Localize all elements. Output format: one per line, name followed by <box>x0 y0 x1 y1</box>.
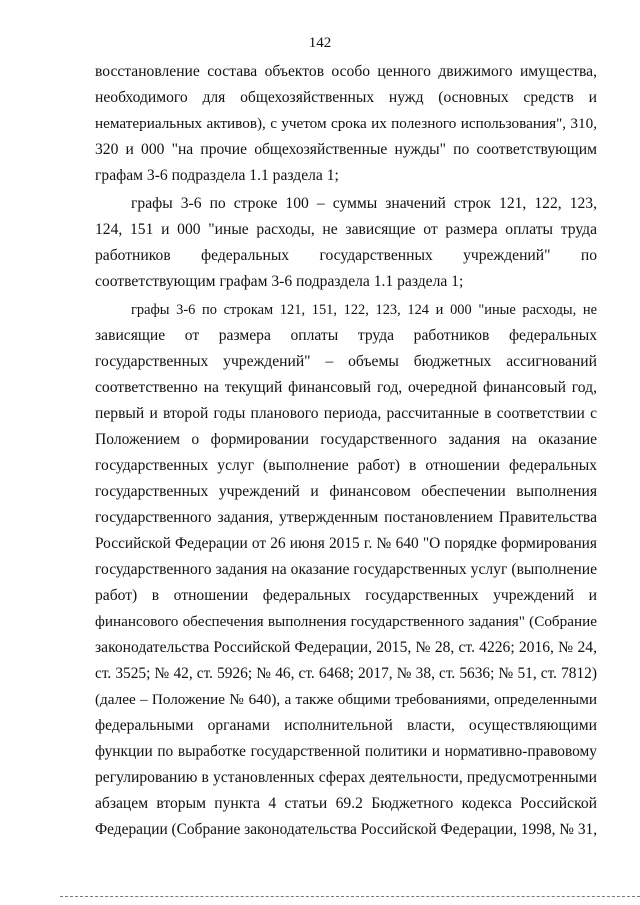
text-line: Положением о формировании государственного задания на оказание <box>95 431 597 448</box>
text-line: государственных услуг (выполнение работ) в отношении федеральных <box>95 457 597 474</box>
text-line: Федерации (Собрание законодательства Российской Федерации, 1998, № 31, <box>95 821 598 838</box>
text-line: 320 и 000 "на прочие общехозяйственные нужды" по соответствующим <box>95 141 597 158</box>
text-line: государственного задания, утвержденным постановлением Правительства <box>95 509 597 526</box>
text-line: соответствующим графам 3-6 подраздела 1.1 раздела 1; <box>95 273 464 290</box>
text-line: восстановление состава объектов особо ценного движимого имущества, <box>95 63 597 80</box>
text-line: регулированию в установленных сферах деятельности, предусмотренными <box>95 769 597 786</box>
text-line: ст. 3525; № 42, ст. 5926; № 46, ст. 6468; 2017, № 38, ст. 5636; № 51, ст. 7812) <box>95 665 597 682</box>
text-line: законодательства Российской Федерации, 2015, № 28, ст. 4226; 2016, № 24, <box>95 639 597 656</box>
text-line: финансового обеспечения выполнения государственного задания" (Собрание <box>95 613 597 630</box>
text-line: работников федеральных государственных учреждений" по <box>95 247 597 264</box>
scan-edge-line <box>60 896 640 897</box>
text-line: нематериальных активов), с учетом срока их полезного использования", 310, <box>95 115 597 132</box>
document-body <box>95 59 597 843</box>
text-line: государственных учреждений" – объемы бюджетных ассигнований <box>95 353 597 370</box>
text-line: государственного задания на оказание государственных услуг (выполнение <box>95 561 597 578</box>
text-line: графы 3-6 по строке 100 – суммы значений строк 121, 122, 123, <box>131 195 597 212</box>
text-line: зависящие от размера оплаты труда работников федеральных <box>95 327 597 344</box>
text-line: первый и второй годы планового периода, рассчитанные в соответствии с <box>95 405 597 422</box>
text-line: функции по выработке государственной политики и нормативно-правовому <box>95 743 597 760</box>
text-line: соответственно на текущий финансовый год, очередной финансовый год, <box>95 379 597 396</box>
text-line: государственных учреждений и финансовом обеспечении выполнения <box>95 483 597 500</box>
text-line: (далее – Положение № 640), а также общими требованиями, определенными <box>95 691 597 708</box>
text-line: 124, 151 и 000 "иные расходы, не зависящие от размера оплаты труда <box>95 221 597 238</box>
text-line: графы 3-6 по строкам 121, 151, 122, 123, 124 и 000 "иные расходы, не <box>131 302 597 318</box>
text-line: Российской Федерации от 26 июня 2015 г. № 640 "О порядке формирования <box>95 535 597 552</box>
text-line: работ) в отношении федеральных государственных учреждений и <box>95 587 597 604</box>
text-line: графам 3-6 подраздела 1.1 раздела 1; <box>95 167 339 184</box>
text-line: абзацем вторым пункта 4 статьи 69.2 Бюджетного кодекса Российской <box>95 795 597 812</box>
text-line: федеральными органами исполнительной власти, осуществляющими <box>95 717 597 734</box>
page-number: 142 <box>308 35 332 51</box>
text-line: необходимого для общехозяйственных нужд (основных средств и <box>95 89 597 106</box>
